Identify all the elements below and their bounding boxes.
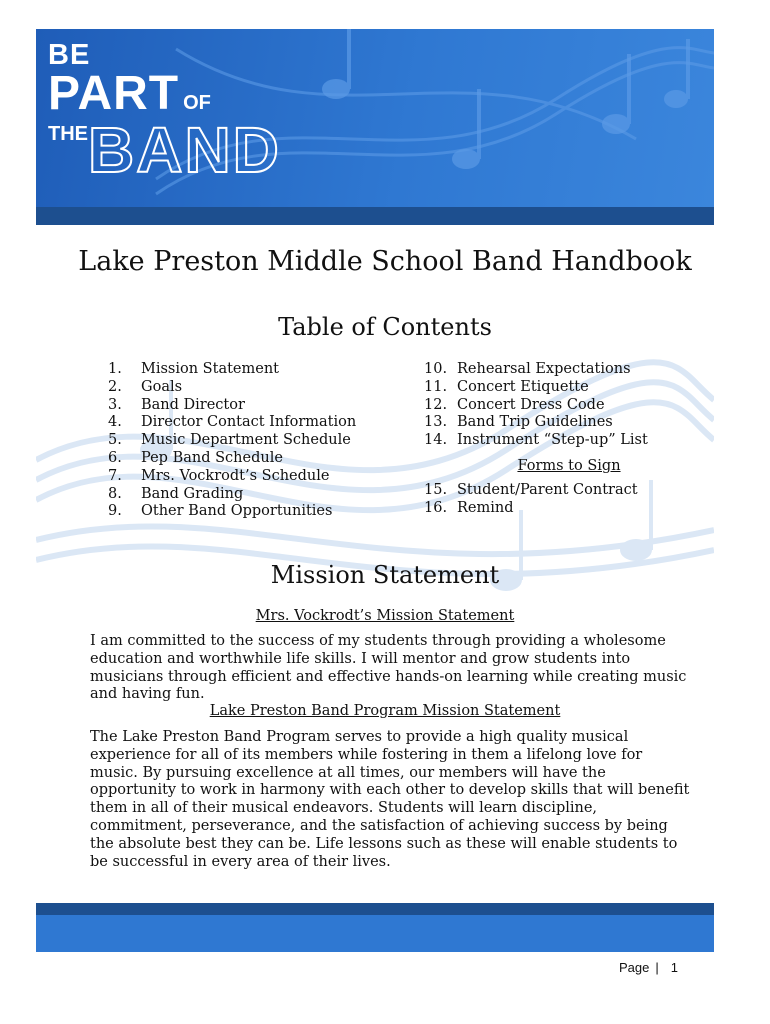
toc-item	[108, 432, 408, 450]
toc-item-label: Rehearsal Expectations	[457, 361, 631, 377]
toc-item-number: 2.	[108, 378, 122, 395]
toc-item-label: Director Contact Information	[141, 414, 357, 431]
header-banner	[36, 29, 714, 207]
toc-item-label: Mrs. Vockrodt’s Schedule	[141, 467, 330, 484]
logo-line-of: OF	[183, 92, 211, 114]
mission-title: Mission Statement	[270, 561, 500, 589]
toc-item-number: 6.	[108, 449, 122, 466]
toc-item-label: Goals	[141, 378, 183, 395]
toc-item	[108, 379, 408, 397]
toc-item-number: 8.	[108, 485, 122, 502]
toc-item	[108, 486, 408, 504]
page-number	[619, 960, 678, 975]
program-mission-heading: Lake Preston Band Program Mission Statement	[209, 703, 561, 719]
toc-item-label: Mission Statement	[141, 361, 279, 377]
toc-item	[424, 500, 724, 518]
footer-stripe	[36, 903, 714, 915]
toc-item-number: 10.	[424, 361, 448, 377]
toc-item-label: Remind	[457, 499, 514, 516]
toc-item-label: Music Department Schedule	[141, 432, 351, 449]
toc-item-number: 1.	[108, 361, 122, 377]
toc-item-label: Other Band Opportunities	[141, 503, 333, 520]
logo-line-the: THE	[48, 123, 88, 145]
logo-line-part: PART	[48, 67, 180, 120]
toc-item-label: Concert Dress Code	[457, 396, 605, 413]
toc-item-number: 13.	[424, 414, 448, 431]
program-mission-text: The Lake Preston Band Program serves to provide a high quality musical experience for all of its members while fostering in them a lifelong love for music. By pursuing excellence at all times, our members will have the opportunity to work in harmony with each other to develop skills that will benefit them in all of their musical endeavors. Students will learn discipline, commitment, perseverance, and the satisfaction of achieving success by being the absolute best they can be. Life lessons such as these will enable students to be successful in every area of their lives.	[90, 729, 690, 870]
toc-item-label: Band Grading	[141, 485, 244, 502]
toc-item-number: 11.	[424, 378, 448, 395]
toc-item-label: Band Trip Guidelines	[457, 414, 613, 431]
director-mission-heading: Mrs. Vockrodt’s Mission Statement	[255, 608, 515, 624]
page-separator: |	[655, 960, 659, 975]
footer-band	[36, 915, 714, 952]
toc-forms-list	[424, 482, 724, 518]
toc-item	[424, 379, 724, 397]
toc-item	[108, 503, 408, 521]
logo-line-band: BAND	[88, 114, 281, 186]
toc-item-label: Concert Etiquette	[457, 378, 589, 395]
toc-title: Table of Contents	[278, 313, 492, 341]
toc-item-number: 7.	[108, 467, 122, 484]
toc-item	[108, 361, 408, 379]
toc-item-number: 15.	[424, 482, 448, 498]
toc-item-number: 14.	[424, 432, 448, 449]
toc-item-number: 5.	[108, 432, 122, 449]
toc-item-number: 12.	[424, 396, 448, 413]
toc-item	[108, 450, 408, 468]
toc-item-number: 3.	[108, 396, 122, 413]
toc-right-column	[424, 361, 724, 450]
toc-item-number: 16.	[424, 499, 448, 516]
toc-item	[108, 414, 408, 432]
toc-item-label: Student/Parent Contract	[457, 482, 638, 498]
document-title: Lake Preston Middle School Band Handbook	[78, 246, 692, 277]
toc-item	[424, 482, 724, 500]
logo-line-be: BE	[48, 39, 91, 71]
page-number-value: 1	[670, 960, 678, 975]
page-label: Page	[619, 960, 650, 975]
toc-item	[108, 397, 408, 415]
toc-item-number: 4.	[108, 414, 122, 431]
header-stripe	[36, 207, 714, 225]
band-logo	[48, 39, 281, 186]
toc-item	[424, 432, 724, 450]
director-mission-text: I am committed to the success of my students through providing a wholesome education and worthwhile life skills. I will mentor and grow students into musicians through efficient and effective hands-on learning while creating music and having fun.	[90, 633, 687, 703]
toc-item	[424, 361, 724, 379]
toc-item-label: Instrument “Step-up” List	[457, 432, 648, 449]
forms-heading: Forms to Sign	[517, 458, 621, 474]
toc-item-label: Pep Band Schedule	[141, 449, 283, 466]
toc-item-number: 9.	[108, 503, 122, 520]
toc-item	[424, 397, 724, 415]
toc-item	[108, 468, 408, 486]
toc-left-column	[108, 361, 408, 521]
toc-item	[424, 414, 724, 432]
toc-item-label: Band Director	[141, 396, 245, 413]
